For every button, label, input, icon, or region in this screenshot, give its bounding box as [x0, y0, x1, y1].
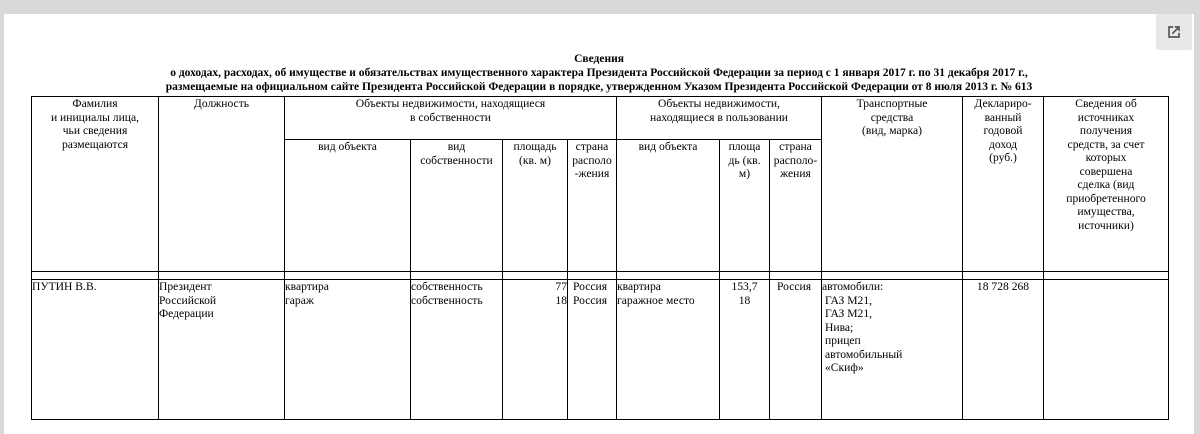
subheader-area: площадь (кв. м) — [503, 140, 568, 272]
open-external-icon — [1164, 22, 1184, 42]
document-subtitle-line1: о доходах, расходах, об имуществе и обязательствах имущественного характера Президента Российской Федерации за период с 1 января 2017 г. по 31 декабря 2017 г., — [170, 67, 1028, 79]
header-used-property: Объекты недвижимости, находящиеся в пользовании — [617, 97, 822, 140]
subheader-country: страна располо -жения — [568, 140, 617, 272]
cell-used-areas: 153,7 18 — [720, 280, 770, 420]
header-owned-property: Объекты недвижимости, находящиеся в собственности — [285, 97, 617, 140]
header-sources: Сведения об источниках получения средств, за счет которых совершена сделка (вид приобретенного имущества, источники) — [1044, 97, 1169, 272]
cell-owned-objects: квартира гараж — [285, 280, 411, 420]
table-row — [32, 280, 1169, 420]
cell-used-objects: квартира гаражное место — [617, 280, 720, 420]
subheader-used-country: страна располо- жения — [770, 140, 822, 272]
declaration-table — [31, 96, 1169, 420]
header-name: Фамилия и инициалы лица, чьи сведения размещаются — [32, 97, 159, 272]
cell-sources — [1044, 280, 1169, 420]
cell-transport: автомобили: ГАЗ М21, ГАЗ М21, Нива; прицеп автомобильный «Скиф» — [822, 280, 963, 420]
cell-position: Президент Российской Федерации — [159, 280, 285, 420]
cell-owned-areas: 77 18 — [503, 280, 568, 420]
subheader-object-type: вид объекта — [285, 140, 411, 272]
subheader-ownership-type: вид собственности — [411, 140, 503, 272]
cell-name: ПУТИН В.В. — [32, 280, 159, 420]
header-position: Должность — [159, 97, 285, 272]
header-transport: Транспортные средства (вид, марка) — [822, 97, 963, 272]
header-income: Деклариро- ванный годовой доход (руб.) — [963, 97, 1044, 272]
cell-owned-countries: Россия Россия — [568, 280, 617, 420]
document-subtitle-line2: размещаемые на официальном сайте Президента Российской Федерации в порядке, утвержденном Указом Президента Российской Федерации от 8 июля 2013 г. № 613 — [165, 81, 1033, 93]
subheader-used-area: площа дь (кв. м) — [720, 140, 770, 272]
subheader-used-object-type: вид объекта — [617, 140, 720, 272]
document-title: Сведения — [574, 53, 624, 65]
cell-used-countries: Россия — [770, 280, 822, 420]
open-in-new-window-button[interactable] — [1156, 14, 1192, 50]
cell-owned-types: собственность собственность — [411, 280, 503, 420]
cell-income: 18 728 268 — [963, 280, 1044, 420]
